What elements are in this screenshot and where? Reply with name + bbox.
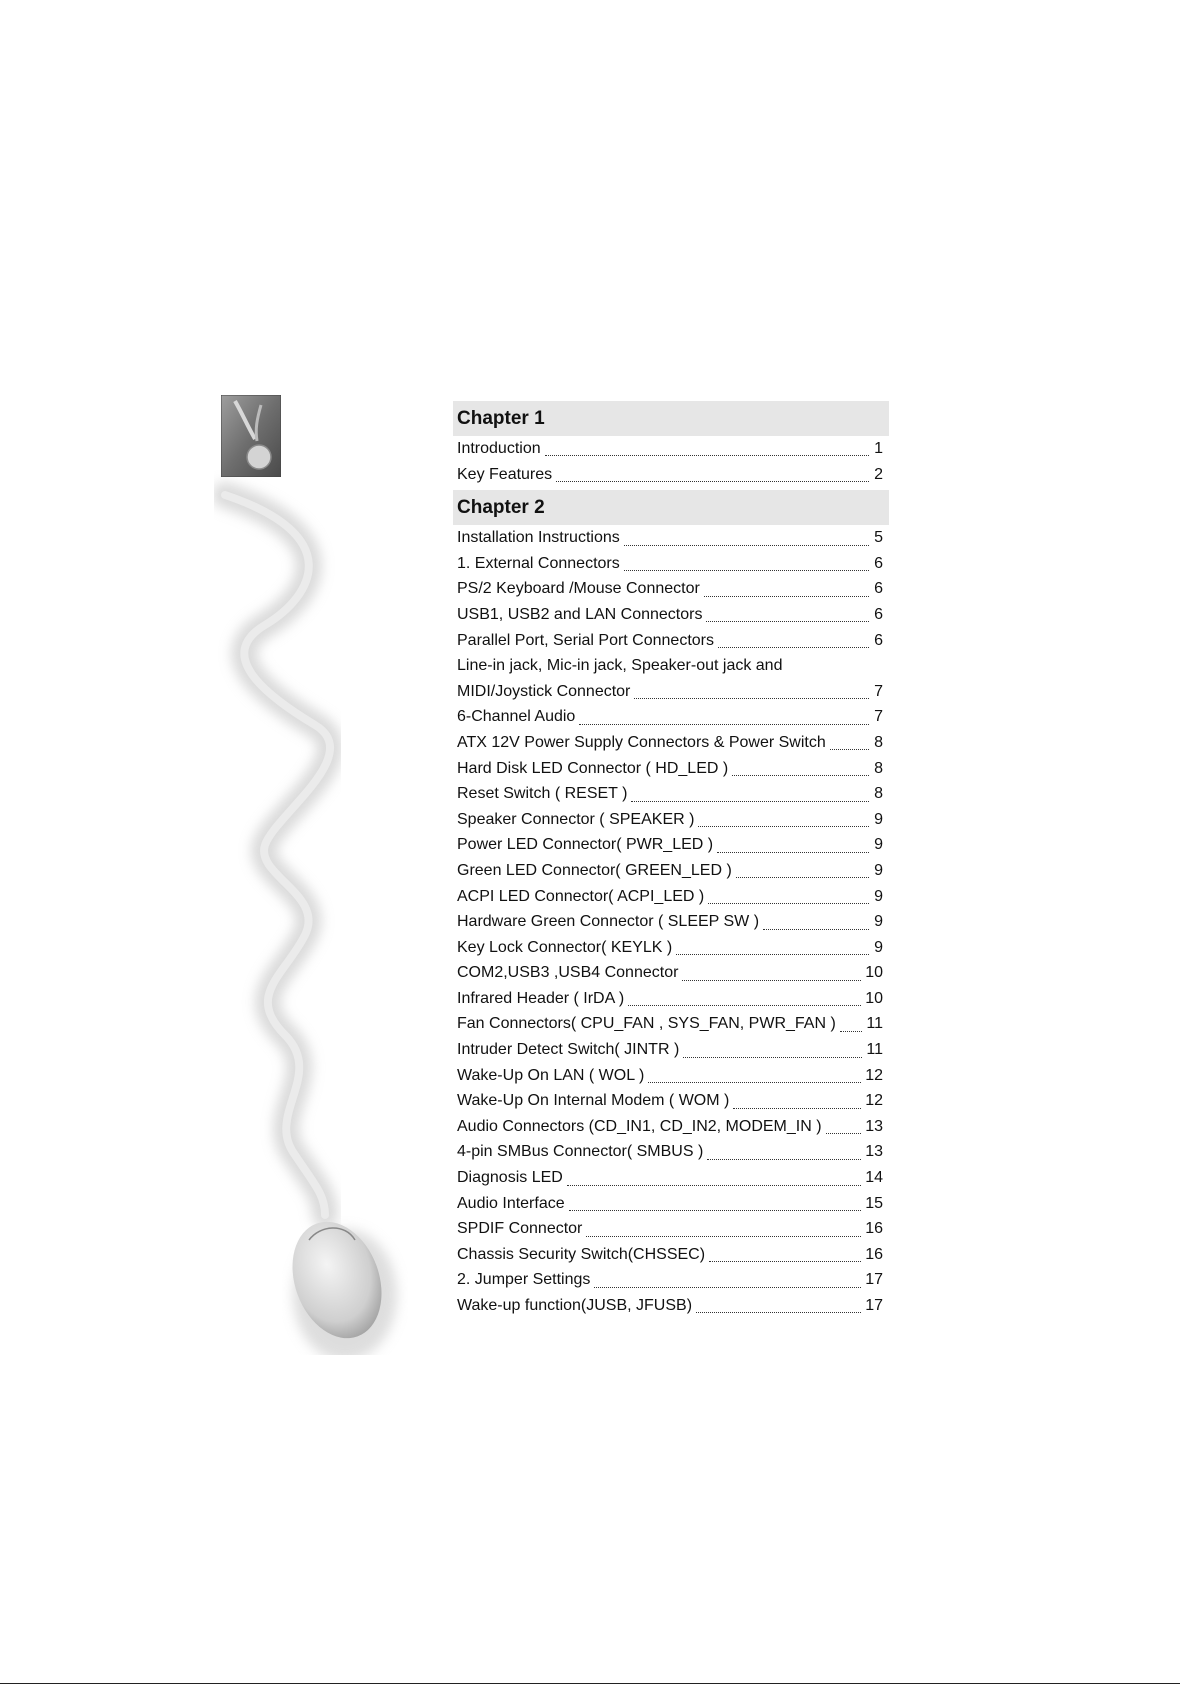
toc-entry[interactable]: Hardware Green Connector ( SLEEP SW ) 9 <box>457 913 883 931</box>
toc-entry[interactable]: Wake-up function(JUSB, JFUSB) 17 <box>457 1297 883 1314</box>
toc-entry[interactable]: Speaker Connector ( SPEAKER ) 9 <box>457 810 883 828</box>
mouse-cable-illustration <box>205 395 425 1355</box>
toc-entry[interactable]: Wake-Up On LAN ( WOL ) 12 <box>457 1066 883 1084</box>
toc-entry[interactable]: COM2,USB3 ,USB4 Connector 10 <box>457 964 883 982</box>
toc-entry[interactable]: Parallel Port, Serial Port Connectors 6 <box>457 631 883 649</box>
toc-entry[interactable]: Infrared Header ( IrDA ) 10 <box>457 989 883 1007</box>
toc-entry[interactable]: Installation Instructions 5 <box>457 529 883 547</box>
toc-entry[interactable]: Hard Disk LED Connector ( HD_LED ) 8 <box>457 759 883 777</box>
photo-thumbnail <box>221 395 281 477</box>
toc-entry[interactable]: MIDI/Joystick Connector 7 <box>457 682 883 700</box>
chapter-heading: Chapter 1 <box>453 401 889 436</box>
toc-entry[interactable]: 4-pin SMBus Connector( SMBUS ) 13 <box>457 1143 883 1161</box>
toc-entry[interactable]: Power LED Connector( PWR_LED ) 9 <box>457 836 883 854</box>
toc-entry[interactable]: Audio Interface 15 <box>457 1194 883 1212</box>
toc-entry[interactable]: Fan Connectors( CPU_FAN , SYS_FAN, PWR_FAN ) 11 <box>457 1015 883 1033</box>
toc-entry[interactable]: Chassis Security Switch(CHSSEC) 16 <box>457 1245 883 1263</box>
toc-entry[interactable]: Green LED Connector( GREEN_LED ) 9 <box>457 861 883 879</box>
toc-entry[interactable]: SPDIF Connector 16 <box>457 1220 883 1238</box>
toc-entry[interactable]: Intruder Detect Switch( JINTR ) 11 <box>457 1041 883 1059</box>
toc-entry[interactable]: USB1, USB2 and LAN Connectors 6 <box>457 605 883 623</box>
toc-entry-continued: Line-in jack, Mic-in jack, Speaker-out jack and <box>457 657 783 675</box>
toc-entry[interactable]: Reset Switch ( RESET ) 8 <box>457 785 883 803</box>
chapter-heading: Chapter 2 <box>453 490 889 525</box>
toc-entry[interactable]: Introduction 1 <box>457 440 883 457</box>
toc-entry[interactable]: 1. External Connectors 6 <box>457 554 883 572</box>
toc-entry[interactable]: PS/2 Keyboard /Mouse Connector 6 <box>457 580 883 598</box>
toc-entry[interactable]: ACPI LED Connector( ACPI_LED ) 9 <box>457 887 883 905</box>
page-bottom-rule <box>0 1683 1180 1684</box>
toc-entry[interactable]: Diagnosis LED 14 <box>457 1169 883 1187</box>
toc-entry[interactable]: 2. Jumper Settings 17 <box>457 1271 883 1289</box>
toc-entry[interactable]: Audio Connectors (CD_IN1, CD_IN2, MODEM_IN ) 13 <box>457 1117 883 1135</box>
toc-entry[interactable]: Key Lock Connector( KEYLK ) 9 <box>457 938 883 956</box>
toc-entry[interactable]: Wake-Up On Internal Modem ( WOM ) 12 <box>457 1092 883 1110</box>
toc-entry[interactable]: 6-Channel Audio 7 <box>457 708 883 726</box>
table-of-contents <box>453 401 889 1319</box>
toc-entry[interactable]: Key Features 2 <box>457 465 883 483</box>
toc-entry[interactable]: ATX 12V Power Supply Connectors & Power Switch 8 <box>457 733 883 751</box>
